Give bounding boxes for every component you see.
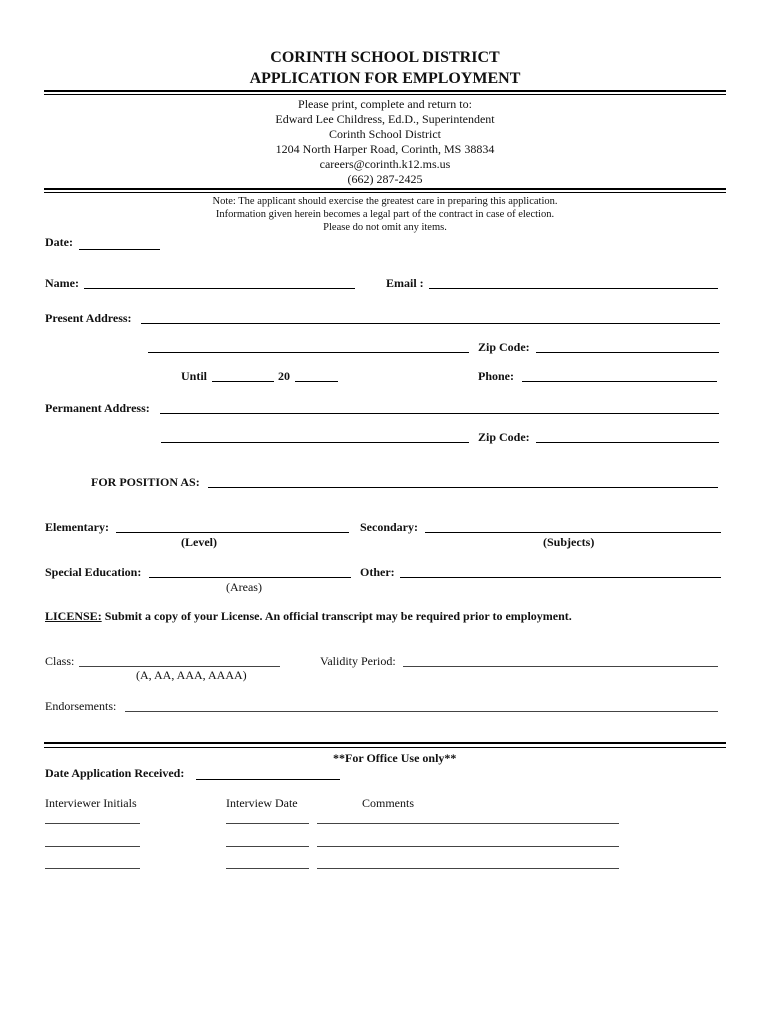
comments-header: Comments (362, 796, 415, 810)
elementary-label: Elementary: (45, 520, 109, 534)
date-received-field[interactable] (196, 779, 340, 780)
comments-field-1[interactable] (317, 823, 619, 824)
present-address-line2-field[interactable] (148, 352, 469, 353)
name-field[interactable] (84, 288, 355, 289)
header-rule-top (44, 90, 726, 92)
office-rule-top (44, 742, 726, 744)
return-instruction: Please print, complete and return to: (298, 97, 472, 111)
note-line-3: Please do not omit any items. (323, 222, 447, 233)
note-line-2: Information given herein becomes a legal part of the contract in case of election. (215, 209, 555, 220)
position-field[interactable] (208, 487, 718, 488)
elementary-field[interactable] (116, 532, 349, 533)
present-address-label: Present Address: (45, 311, 132, 325)
class-label: Class: (45, 654, 75, 668)
present-zip-field[interactable] (536, 352, 719, 353)
note-line-1: Note: The applicant should exercise the greatest care in preparing this application. (212, 196, 558, 207)
validity-period-field[interactable] (403, 666, 718, 667)
email-field[interactable] (429, 288, 718, 289)
areas-hint: (Areas) (226, 580, 262, 594)
license-text: Submit a copy of your License. An official transcript may be required prior to employment. (104, 609, 572, 623)
district-title: CORINTH SCHOOL DISTRICT (270, 49, 500, 66)
street-address: 1204 North Harper Road, Corinth, MS 38834 (275, 142, 495, 156)
office-use-heading: **For Office Use only** (333, 751, 457, 765)
date-label: Date: (45, 235, 73, 249)
interviewer-initials-field-2[interactable] (45, 846, 140, 847)
other-label: Other: (360, 565, 395, 579)
email-label: Email : (386, 276, 424, 290)
endorsements-label: Endorsements: (45, 699, 117, 713)
date-received-label: Date Application Received: (45, 766, 185, 780)
special-education-field[interactable] (149, 577, 351, 578)
office-rule-top-thin (44, 747, 726, 748)
present-address-field[interactable] (141, 323, 720, 324)
permanent-address-label: Permanent Address: (45, 401, 150, 415)
header-rule-bottom (44, 188, 726, 190)
interviewer-initials-header: Interviewer Initials (45, 796, 137, 810)
header-rule-bottom-thin (44, 192, 726, 193)
secondary-label: Secondary: (360, 520, 418, 534)
interview-date-field-1[interactable] (226, 823, 309, 824)
contact-phone: (662) 287-2425 (347, 172, 423, 186)
comments-field-2[interactable] (317, 846, 619, 847)
form-title: APPLICATION FOR EMPLOYMENT (249, 70, 521, 87)
class-field[interactable] (79, 666, 280, 667)
other-field[interactable] (400, 577, 721, 578)
subjects-hint: (Subjects) (543, 535, 595, 549)
interview-date-header: Interview Date (226, 796, 298, 810)
interview-date-field-3[interactable] (226, 868, 309, 869)
permanent-address-line2-field[interactable] (161, 442, 469, 443)
until-year-prefix: 20 (278, 369, 290, 383)
class-hint: (A, AA, AAA, AAAA) (136, 668, 247, 682)
validity-period-label: Validity Period: (320, 654, 396, 668)
present-zip-label: Zip Code: (478, 340, 530, 354)
date-field[interactable] (79, 249, 160, 250)
license-statement (45, 609, 572, 623)
superintendent-name: Edward Lee Childress, Ed.D., Superintendent (275, 112, 495, 126)
endorsements-field[interactable] (125, 711, 718, 712)
until-year-field[interactable] (295, 381, 338, 382)
comments-field-3[interactable] (317, 868, 619, 869)
license-heading: LICENSE: (45, 609, 102, 623)
position-label: FOR POSITION AS: (91, 475, 200, 489)
level-hint: (Level) (181, 535, 217, 549)
phone-label: Phone: (478, 369, 514, 383)
permanent-address-field[interactable] (160, 413, 719, 414)
header-rule-top-thin (44, 94, 726, 95)
district-name: Corinth School District (329, 127, 441, 141)
interviewer-initials-field-3[interactable] (45, 868, 140, 869)
until-month-field[interactable] (212, 381, 274, 382)
secondary-field[interactable] (425, 532, 721, 533)
permanent-zip-field[interactable] (536, 442, 719, 443)
contact-email: careers@corinth.k12.ms.us (319, 157, 451, 171)
interview-date-field-2[interactable] (226, 846, 309, 847)
until-label: Until (181, 369, 208, 383)
special-education-label: Special Education: (45, 565, 142, 579)
phone-field[interactable] (522, 381, 717, 382)
interviewer-initials-field-1[interactable] (45, 823, 140, 824)
name-label: Name: (45, 276, 79, 290)
permanent-zip-label: Zip Code: (478, 430, 530, 444)
